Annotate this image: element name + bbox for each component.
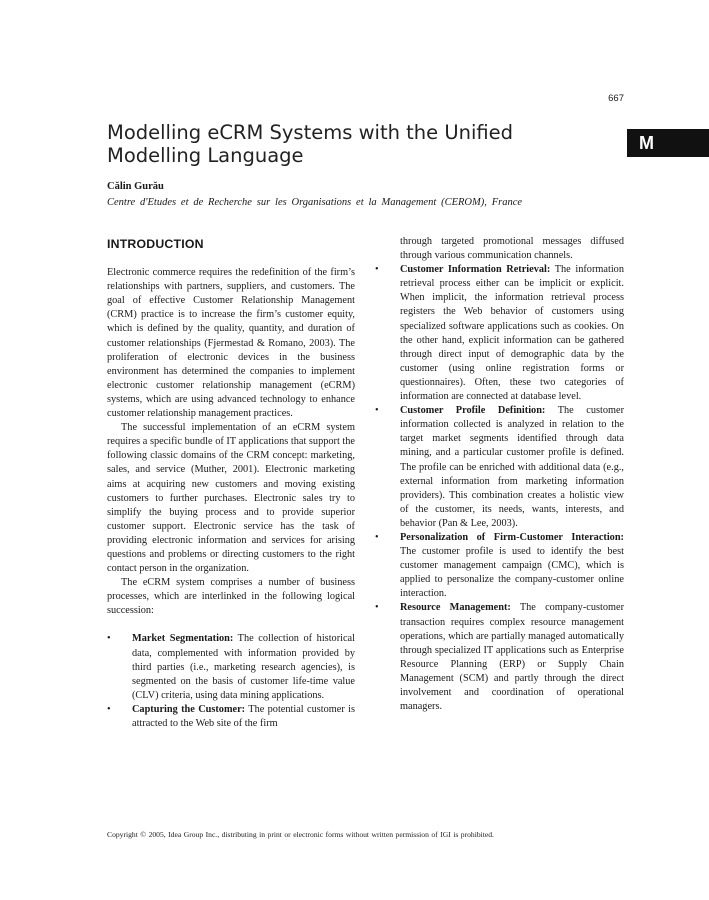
list-item-text: The customer profile is used to identify the best customer management campaign (CMC), which is applied to personalize the company-customer online interaction. bbox=[400, 546, 624, 600]
list-item-text: The information retrieval process either can be implicit or explicit. When implicit, the information retrieval process registers the Web behavior of customers using specialized software applications such as cookies. On the other hand, explicit information can be gathered through direct input of demographic data by the customer (using online registration forms or questionnaires). Often, these two categories of information are connected at database level. bbox=[400, 264, 624, 403]
bullet-icon: • bbox=[375, 264, 379, 276]
list-item bbox=[375, 404, 624, 531]
process-list bbox=[107, 632, 355, 731]
paragraph: The eCRM system comprises a number of business processes, which are interlinked in the following logical succession: bbox=[107, 577, 355, 617]
section-heading: INTRODUCTION bbox=[107, 237, 204, 251]
list-item-term: Customer Profile Definition: bbox=[400, 405, 546, 417]
bullet-icon: • bbox=[375, 405, 379, 417]
copyright-footer: Copyright © 2005, Idea Group Inc., distributing in print or electronic forms without written permission of IGI is prohibited. bbox=[107, 830, 494, 839]
bullet-icon: • bbox=[107, 703, 111, 715]
list-item-text: The collection of historical data, complemented with information provided by third parties (i.e., marketing research agencies), is segmented on the basis of customer life-time value (CLV) criteria, using data mining applications. bbox=[132, 633, 355, 701]
author-name: Călin Gurău bbox=[107, 181, 164, 192]
process-list-continued bbox=[375, 263, 624, 714]
author-affiliation: Centre d'Etudes et de Recherche sur les Organisations et la Management (CEROM), France bbox=[107, 197, 523, 208]
bullet-icon: • bbox=[375, 531, 379, 543]
right-column bbox=[375, 235, 624, 714]
list-item-text: The customer information collected is analyzed in relation to the target market segments identified through data mining, and a particular customer profile is defined. The profile can be enriched with additional data (e.g., external information from marketing information providers). This combination creates a holistic view of the customer, its needs, wants, interests, and behavior (Pan & Lee, 2003). bbox=[400, 405, 625, 529]
list-item bbox=[375, 263, 624, 404]
list-item-term: Resource Management: bbox=[400, 602, 511, 614]
page-number: 667 bbox=[608, 93, 624, 104]
list-item bbox=[107, 632, 355, 702]
list-item-text: The potential customer is attracted to the Web site of the firm bbox=[132, 703, 355, 729]
paragraph: The successful implementation of an eCRM system requires a specific bundle of IT applications that support the following classic domains of the CRM concept: marketing, sales, and service (Muther, 2001). Electronic marketing aims at acquiring new customers and moving existing customers to further purchases. Electronic sales try to simplify the buying process and to provide superior customer support. Electronic service has the task of providing electronic information and services for arising questions and problems or directing customers to the right contact person in the organization. bbox=[107, 422, 355, 575]
continued-text: through targeted promotional messages diffused through various communication channels. bbox=[400, 236, 624, 262]
left-column bbox=[107, 232, 355, 731]
bullet-icon: • bbox=[107, 633, 111, 645]
list-item-term: Personalization of Firm-Customer Interaction: bbox=[400, 531, 624, 543]
list-item-term: Market Segmentation: bbox=[132, 633, 234, 645]
list-item bbox=[107, 703, 355, 731]
list-item-term: Customer Information Retrieval: bbox=[400, 264, 551, 276]
article-title: Modelling eCRM Systems with the Unified Modelling Language bbox=[107, 121, 514, 167]
bullet-icon: • bbox=[375, 602, 379, 614]
section-tab-letter: M bbox=[627, 129, 709, 157]
list-item bbox=[375, 531, 624, 601]
list-item-text: The company-customer transaction requires complex resource management operations, which are partially managed automatically through specialized IT applications such as Enterprise Resource Planning (ERP) or Supply Chain Management (SCM) and partly through the direct involvement and coordination of operational managers. bbox=[400, 602, 624, 713]
list-item-term: Capturing the Customer: bbox=[132, 703, 246, 715]
list-item bbox=[375, 601, 624, 714]
paragraph: Electronic commerce requires the redefinition of the firm’s relationships with partners, suppliers, and customers. The goal of effective Customer Relationship Management (CRM) practice is to increase the firm’s customer equity, which is defined by the quality, quantity, and duration of customer relationships (Fjermestad & Romano, 2003). The proliferation of electronic devices in the business environment has determined the companies to implement electronic customer relationship management (eCRM) systems, which are using advanced technology to enhance customer relationship management practices. bbox=[107, 267, 355, 420]
